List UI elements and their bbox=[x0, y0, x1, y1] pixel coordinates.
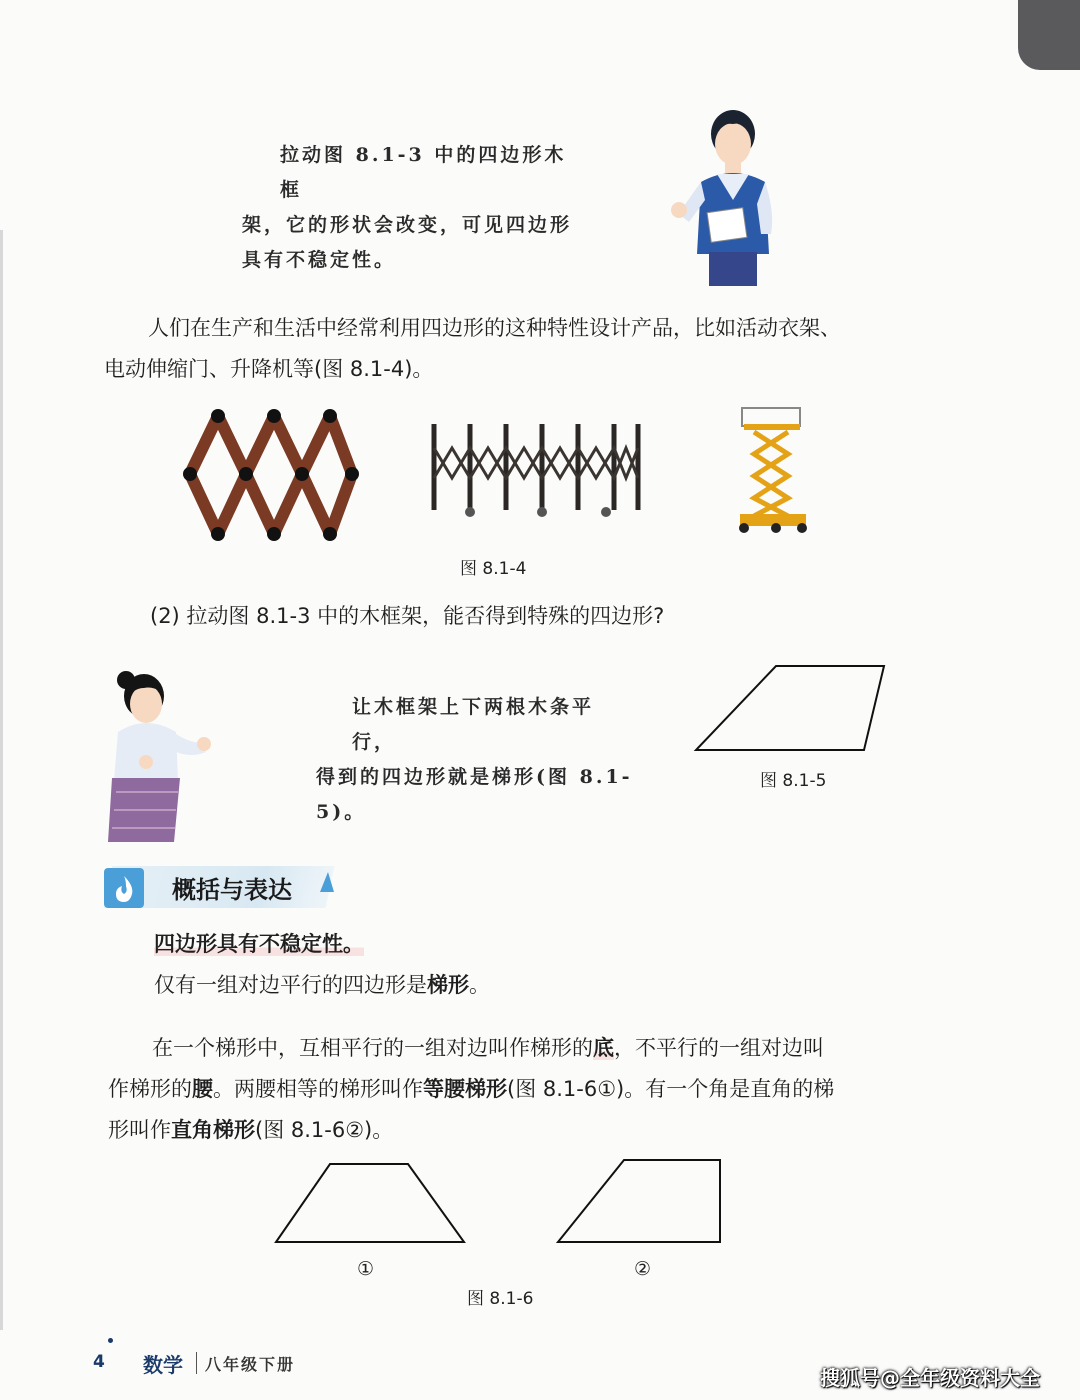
boy-speech-line1: 拉动图 8.1-3 中的四边形木框 bbox=[280, 144, 567, 201]
girl-illustration-icon bbox=[104, 662, 214, 842]
footer-grade: 八年级下册 bbox=[205, 1355, 296, 1374]
expanding-hanger-icon bbox=[180, 406, 362, 544]
para2-line3 bbox=[108, 1110, 908, 1151]
summary bbox=[154, 924, 854, 1006]
fig-8-1-5-trapezoid bbox=[690, 660, 890, 756]
para2-l2b: 腰 bbox=[192, 1077, 213, 1101]
footer-subject: 数学 bbox=[143, 1353, 183, 1377]
scissor-lift-icon bbox=[732, 404, 812, 536]
footer-page-number: 4 bbox=[93, 1352, 105, 1372]
para2-line2 bbox=[108, 1069, 908, 1110]
summary-line1 bbox=[154, 924, 854, 965]
para2-l2d: 等腰梯形 bbox=[423, 1077, 507, 1101]
section-title: 概括与表达 bbox=[172, 876, 292, 904]
boy-speech bbox=[242, 138, 572, 278]
isosceles-trapezoid-figure bbox=[270, 1156, 470, 1248]
boy-speech-line3: 具有不稳定性。 bbox=[242, 249, 397, 271]
para2-l1a: 在一个梯形中，互相平行的一组对边叫作梯形的 bbox=[152, 1036, 593, 1060]
footer-separator bbox=[196, 1352, 197, 1374]
right-trapezoid-figure bbox=[552, 1154, 728, 1248]
boy-illustration-icon bbox=[665, 104, 795, 286]
fig-8-1-6-caption: 图 8.1-6 bbox=[467, 1289, 534, 1309]
summary-line2-suffix: 。 bbox=[469, 973, 490, 997]
corner-tab bbox=[1018, 0, 1080, 70]
summary-line2-bold: 梯形 bbox=[427, 973, 469, 997]
question-2: (2) 拉动图 8.1-3 中的木框架，能否得到特殊的四边形? bbox=[150, 604, 665, 628]
retractable-gate-icon bbox=[426, 418, 646, 520]
fig-8-1-4-caption: 图 8.1-4 bbox=[460, 559, 527, 579]
fig-8-1-6-label2: ② bbox=[634, 1258, 652, 1280]
paragraph-1 bbox=[104, 308, 924, 390]
page-edge-shadow bbox=[0, 230, 3, 1330]
summary-line2-prefix: 仅有一组对边平行的四边形是 bbox=[154, 973, 427, 997]
banner-triangle-icon bbox=[318, 872, 334, 892]
paragraph-2 bbox=[108, 1028, 908, 1151]
fig-8-1-5-caption: 图 8.1-5 bbox=[760, 771, 827, 791]
boy-speech-line2: 架，它的形状会改变，可见四边形 bbox=[242, 214, 573, 236]
girl-speech bbox=[316, 690, 636, 830]
section-flame-icon bbox=[104, 868, 144, 908]
para1-line2: 电动伸缩门、升降机等(图 8.1-4)。 bbox=[104, 357, 434, 381]
para2-l2a: 作梯形的 bbox=[108, 1077, 192, 1101]
para2-l3a: 形叫作 bbox=[108, 1118, 171, 1142]
para2-l2e: (图 8.1-6①)。有一个角是直角的梯 bbox=[507, 1077, 835, 1101]
girl-speech-line2: 得到的四边形就是梯形(图 8.1-5)。 bbox=[316, 766, 633, 823]
para2-l1b: 底 bbox=[593, 1036, 614, 1060]
footer-dot bbox=[108, 1338, 113, 1343]
para2-l1c: ，不平行的一组对边叫 bbox=[614, 1036, 824, 1060]
watermark: 搜狐号@全年级资料大全 bbox=[820, 1366, 1040, 1390]
summary-line2 bbox=[154, 965, 854, 1006]
para2-l3b: 直角梯形 bbox=[171, 1118, 255, 1142]
fig-8-1-6-label1: ① bbox=[357, 1258, 375, 1280]
girl-speech-line1: 让木框架上下两根木条平行， bbox=[352, 696, 595, 753]
para2-l3c: (图 8.1-6②)。 bbox=[255, 1118, 394, 1142]
para1-line1: 人们在生产和生活中经常利用四边形的这种特性设计产品，比如活动衣架、 bbox=[148, 316, 841, 340]
para2-line1 bbox=[108, 1028, 908, 1069]
summary-line1-text: 四边形具有不稳定性。 bbox=[154, 932, 364, 956]
para2-l2c: 。两腰相等的梯形叫作 bbox=[213, 1077, 423, 1101]
